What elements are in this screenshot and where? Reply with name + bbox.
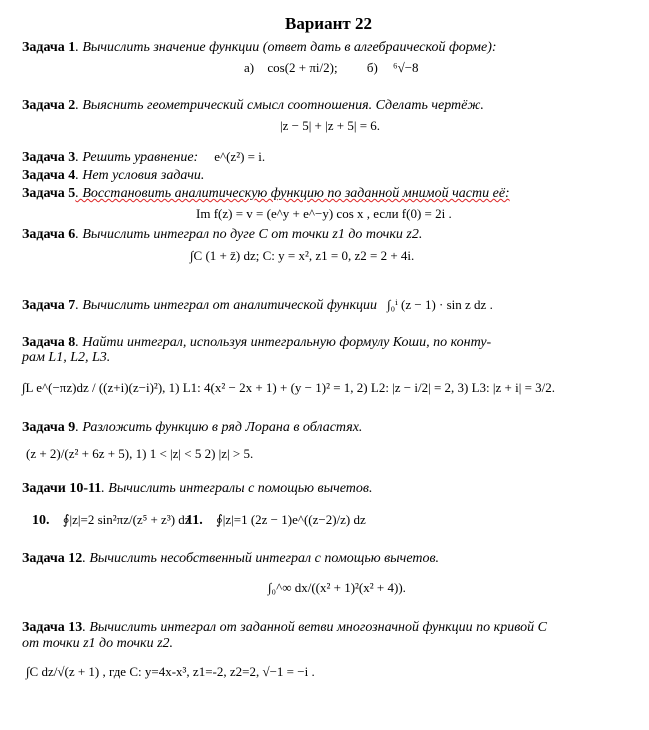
task-12 xyxy=(22,549,439,567)
task-10-11-text: . Вычислить интегралы с помощью вычетов. xyxy=(101,481,373,496)
task-10-expr: ∮|z|=2 sin²πz/(z⁵ + z³) dz xyxy=(62,512,191,527)
task-13-text2: от точки z1 до точки z2. xyxy=(22,636,174,651)
task-5-formula: Im f(z) = v = (e^y + e^−y) cos x , если f(0) = 2i . xyxy=(196,206,452,221)
task-9-label: Задача 9 xyxy=(22,420,76,435)
task-1-label: Задача 1 xyxy=(22,40,76,55)
task-10-number: 10. xyxy=(32,513,50,528)
task-13 xyxy=(22,618,547,636)
task-2-text: . Выяснить геометрический смысл соотношения. Сделать чертёж. xyxy=(75,98,484,113)
task-7 xyxy=(22,296,493,314)
task-5-text: . Восстановить аналитическую функцию по заданной мнимой части её: xyxy=(75,186,510,201)
task-1-b-label: б) xyxy=(366,60,378,75)
task-4-label: Задача 4 xyxy=(22,168,76,183)
task-7-text: . Вычислить интеграл от аналитической функции xyxy=(75,298,378,313)
task-10-11 xyxy=(22,479,372,497)
task-9 xyxy=(22,418,362,436)
task-8-formula: ∫L e^(−πz)dz / ((z+i)(z−i)²), 1) L1: 4(x² − 2x + 1) + (y − 1)² = 1, 2) L2: |z − i/2| = 2, 3) L3: |z + i| = 3/2. xyxy=(22,380,556,395)
task-5-label: Задача 5 xyxy=(22,186,76,201)
task-11-number: 11. xyxy=(186,513,203,528)
task-2 xyxy=(22,96,484,114)
task-4 xyxy=(22,166,204,184)
task-1-b-expr: ⁶√−8 xyxy=(393,60,419,75)
task-13-text: . Вычислить интеграл от заданной ветви многозначной функции по кривой C xyxy=(82,620,547,635)
task-8-label: Задача 8 xyxy=(22,335,76,350)
task-3 xyxy=(22,148,265,166)
task-3-formula: e^(z²) = i. xyxy=(214,149,266,164)
task-7-label: Задача 7 xyxy=(22,298,76,313)
task-12-label: Задача 12 xyxy=(22,551,83,566)
task-12-text: . Вычислить несобственный интеграл с помощью вычетов. xyxy=(82,551,440,566)
task-8 xyxy=(22,333,491,351)
task-6 xyxy=(22,225,422,243)
task-2-label: Задача 2 xyxy=(22,98,76,113)
task-8-text: . Найти интеграл, используя интегральную формулу Коши, по конту- xyxy=(75,335,492,350)
task-7-formula: ∫₀ⁱ (z − 1) · sin z dz . xyxy=(387,297,493,312)
task-3-text: . Решить уравнение: xyxy=(75,150,199,165)
task-4-text: . Нет условия задачи. xyxy=(75,168,205,183)
task-12-formula: ∫₀^∞ dx/((x² + 1)²(x² + 4)). xyxy=(268,580,406,595)
task-10-formula xyxy=(32,512,191,529)
task-8-text2: рам L1, L2, L3. xyxy=(22,350,111,365)
task-6-text: . Вычислить интеграл по дуге C от точки z1 до точки z2. xyxy=(75,227,423,242)
task-5 xyxy=(22,184,510,202)
task-11-expr: ∮|z|=1 (2z − 1)e^((z−2)/z) dz xyxy=(215,512,366,527)
task-1-text: . Вычислить значение функции (ответ дать в алгебраической форме): xyxy=(75,40,497,55)
task-13-formula: ∫C dz/√(z + 1) , где C: y=4x-x³, z1=-2, z2=2, √−1 = −i . xyxy=(26,664,315,679)
task-13-label: Задача 13 xyxy=(22,620,83,635)
task-1-formula xyxy=(244,60,419,76)
task-6-label: Задача 6 xyxy=(22,227,76,242)
task-1 xyxy=(22,38,497,56)
task-3-label: Задача 3 xyxy=(22,150,76,165)
page-title: Вариант 22 xyxy=(285,14,372,33)
task-10-11-label: Задачи 10-11 xyxy=(22,481,102,496)
task-1-a-expr: cos(2 + πi/2); xyxy=(267,60,338,75)
task-1-a-label: а) xyxy=(244,60,255,75)
task-11-formula xyxy=(186,512,366,529)
task-9-formula: (z + 2)/(z² + 6z + 5), 1) 1 < |z| < 5 2) |z| > 5. xyxy=(26,446,254,461)
task-6-formula: ∫C (1 + z̄) dz; C: y = x², z1 = 0, z2 = 2 + 4i. xyxy=(190,248,415,263)
task-9-text: . Разложить функцию в ряд Лорана в областях. xyxy=(75,420,363,435)
task-2-formula: |z − 5| + |z + 5| = 6. xyxy=(280,118,381,133)
